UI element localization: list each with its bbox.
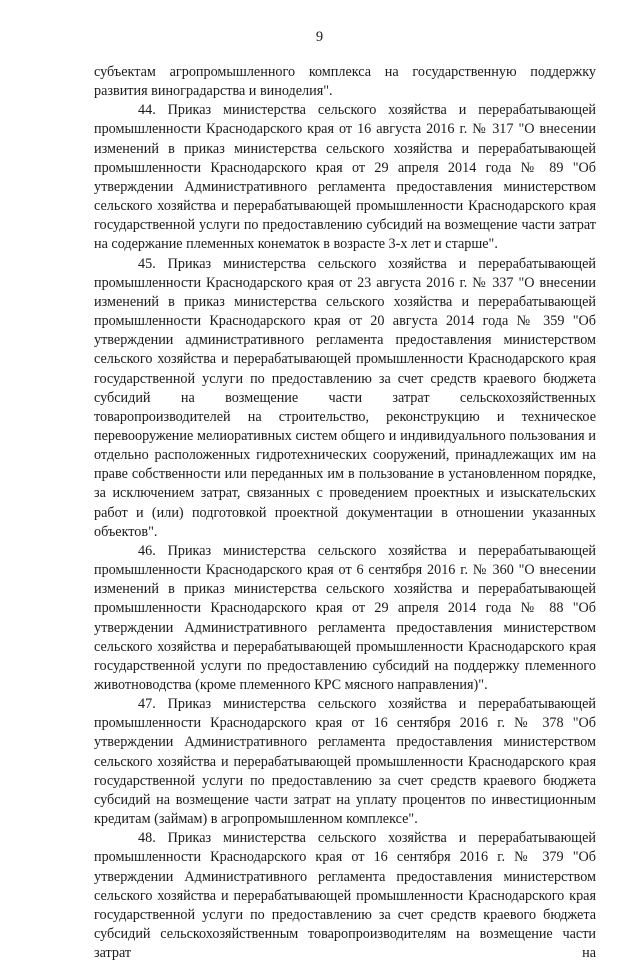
paragraph-item-47: 47. Приказ министерства сельского хозяйства и перерабатывающей промышленности Краснодарского края от 16 сентября 2016 г. № 378 "Об утверждении Административного регламента предоставления министерством сельского хозяйства и перерабатывающей промышленности Краснодарского края государственной услуги по предоставлению за счет средств краевого бюджета субсидий на возмещение части затрат на уплату процентов по инвестиционным кредитам (займам) в агропромышленном комплексе". [94, 696, 596, 828]
paragraph-item-45: 45. Приказ министерства сельского хозяйства и перерабатывающей промышленности Краснодарского края от 23 августа 2016 г. № 337 "О внесении изменений в приказ министерства сельского хозяйства и перерабатывающей промышленности Краснодарского края от 20 августа 2014 года № 359 "Об утверждении административного регламента предоставления министерством сельского хозяйства и перерабатывающей промышленности Краснодарского края государственной услуги по предоставлению за счет средств краевого бюджета субсидий на возмещение части затрат сельскохозяйственных товаропроизводителей на строительство, реконструкцию и техническое перевооружение мелиоративных систем общего и индивидуального пользования и отдельно расположенных гидротехнических сооружений, принадлежащих им на праве собственности или переданных им в пользование в установленном порядке, за исключением затрат, связанных с проведением проектных и изыскательских работ и (или) подготовкой проектной документации в отношении указанных объектов". [94, 255, 596, 540]
document-body [94, 63, 596, 963]
paragraph-item-46: 46. Приказ министерства сельского хозяйства и перерабатывающей промышленности Краснодарского края от 6 сентября 2016 г. № 360 "О внесении изменений в приказ министерства сельского хозяйства и перерабатывающей промышленности Краснодарского края от 29 апреля 2014 года № 88 "Об утверждении Административного регламента предоставления министерством сельского хозяйства и перерабатывающей промышленности Краснодарского края государственной услуги по предоставлению субсидий на поддержку племенного животноводства (кроме племенного КРС мясного направления)". [94, 542, 596, 693]
paragraph-continuation: субъектам агропромышленного комплекса на государственную поддержку развития виноградарства и виноделия". [94, 64, 596, 100]
paragraph-item-48: 48. Приказ министерства сельского хозяйства и перерабатывающей промышленности Краснодарского края от 16 сентября 2016 г. № 379 "Об утверждении Административного регламента предоставления министерством сельского хозяйства и перерабатывающей промышленности Краснодарского края государственной услуги по предоставлению за счет средств краевого бюджета субсидий сельскохозяйственным товаропроизводителям на возмещение части затрат на [94, 830, 596, 962]
page-number: 9 [315, 29, 324, 45]
paragraph-item-44: 44. Приказ министерства сельского хозяйства и перерабатывающей промышленности Краснодарского края от 16 августа 2016 г. № 317 "О внесении изменений в приказ министерства сельского хозяйства и перерабатывающей промышленности Краснодарского края от 29 апреля 2014 года № 89 "Об утверждении Административного регламента предоставления министерством сельского хозяйства и перерабатывающей промышленности Краснодарского края государственной услуги по предоставлению субсидий на возмещение части затрат на содержание племенных конематок в возрасте 3-х лет и старше". [94, 102, 596, 253]
